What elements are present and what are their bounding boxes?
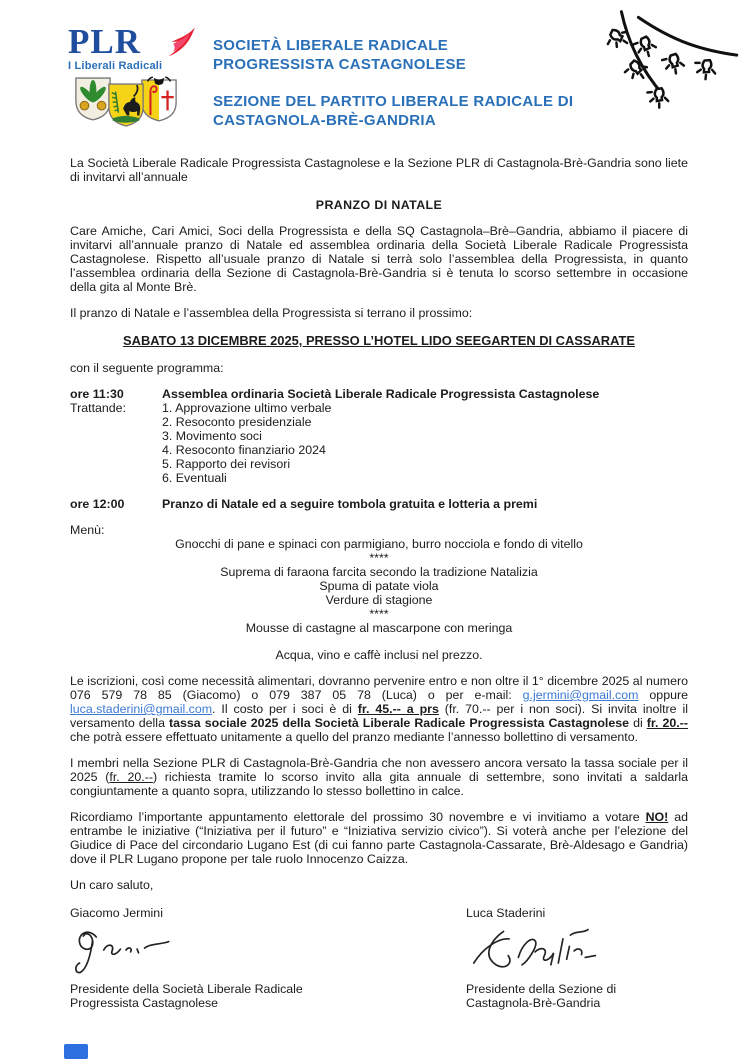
gandria-crozier-cross-crest-icon bbox=[140, 76, 178, 122]
agenda-label: Trattande: bbox=[70, 401, 127, 415]
menu-courses bbox=[70, 537, 688, 635]
menu-course: Gnocchi di pane e spinaci con parmigiano, burro nocciola e fondo di vitello bbox=[175, 537, 583, 551]
email-link[interactable]: g.jermini@gmail.com bbox=[522, 688, 639, 702]
organization-title-line1: SOCIETÀ LIBERALE RADICALE bbox=[213, 37, 449, 54]
coats-of-arms bbox=[68, 76, 184, 128]
signer-right-role-line1: Presidente della Sezione di bbox=[466, 982, 617, 996]
text-segment: . Il costo per i soci è di bbox=[212, 702, 358, 716]
organization-title-line2: PROGRESSISTA CASTAGNOLESE bbox=[213, 56, 467, 73]
signer-right-name: Luca Staderini bbox=[466, 906, 546, 920]
intro-paragraph: La Società Liberale Radicale Progressista Castagnolese e la Sezione PLR di Castagnola-Brè-Gandria sono liete di invitarvi all’annuale bbox=[70, 156, 688, 184]
menu-note: Acqua, vino e caffè inclusi nel prezzo. bbox=[275, 648, 483, 662]
text-segment: Le iscrizioni, così come necessità alimentari, dovranno pervenire entro e non oltre il 1° dicembre 2025 al numero 076 579 78 85 (Giacomo) o 079 387 05 78 (Luca) o per e-mail: bbox=[70, 674, 688, 702]
session1-time: ore 11:30 bbox=[70, 387, 124, 401]
agenda-item: 4. Resoconto finanziario 2024 bbox=[162, 443, 326, 457]
text-segment: NO! bbox=[645, 810, 669, 824]
voting-reminder-paragraph bbox=[70, 810, 688, 866]
signature-block bbox=[70, 906, 688, 1010]
invitation-paragraph: Care Amiche, Cari Amici, Soci della Progressista e della SQ Castagnola–Brè–Gandria, abbiamo il piacere di invitarvi all’annuale pranzo di Natale ed assemblea ordinaria della Società Liberale Radicale Progressista Castagnolese. Rispetto all’usuale pranzo di Natale si terrà solo l’assemblea della Progressista, in quanto l’assemblea ordinaria della Sezione di Castagnola-Brè-Gandria si è tenuta lo scorso settembre in occasione della gita al Monte Brè. bbox=[70, 224, 688, 294]
agenda-item: 6. Eventuali bbox=[162, 471, 227, 485]
agenda-list bbox=[162, 401, 688, 485]
registration-paragraph bbox=[70, 674, 688, 744]
menu-course: Verdure di stagione bbox=[325, 593, 433, 607]
text-segment: che potrà essere effettuato unitamente a quello del pranzo mediante l’annesso bollettino di versamento. bbox=[70, 730, 639, 744]
text-segment: fr. 45.-- a prs bbox=[357, 702, 439, 716]
plr-wordmark: PLR bbox=[68, 22, 141, 61]
menu-course: Spuma di patate viola bbox=[319, 579, 439, 593]
christmas-lights-icon bbox=[583, 6, 743, 110]
luca-signature-image bbox=[466, 924, 606, 976]
session2-time: ore 12:00 bbox=[70, 497, 125, 511]
text-segment: Ricordiamo l’importante appuntamento elettorale del prossimo 30 novembre e vi invitiamo a votare bbox=[70, 810, 646, 824]
plr-flame-icon bbox=[164, 24, 198, 64]
programme-intro: con il seguente programma: bbox=[70, 361, 224, 375]
signer-left-role-line2: Progressista Castagnolese bbox=[70, 996, 219, 1010]
section-title-line2: CASTAGNOLA-BRÈ-GANDRIA bbox=[213, 112, 436, 129]
closing-salutation: Un caro saluto, bbox=[70, 878, 154, 892]
bre-ibex-crest-icon bbox=[107, 82, 145, 128]
menu-section bbox=[70, 523, 688, 662]
programme-schedule bbox=[70, 387, 688, 511]
signer-left-role-line1: Presidente della Società Liberale Radicale bbox=[70, 982, 303, 996]
text-segment: oppure bbox=[638, 688, 688, 702]
signer-right-role-line2: Castagnola-Brè-Gandria bbox=[466, 996, 601, 1010]
agenda-item: 5. Rapporto dei revisori bbox=[162, 457, 291, 471]
email-link[interactable]: luca.staderini@gmail.com bbox=[70, 702, 213, 716]
text-segment: (fr. 70.-- per i non soci). Si invita inoltre il versamento della bbox=[70, 702, 688, 730]
when-intro: Il pranzo di Natale e l’assemblea della Progressista si terrano il prossimo: bbox=[70, 306, 473, 320]
menu-course: Suprema di faraona farcita secondo la tradizione Natalizia bbox=[220, 565, 538, 579]
text-segment: ad entrambe le iniziative (“Iniziativa per il futuro” e “Iniziativa servizio civico”). Si voterà anche per l’elezione del Giudice di Pace del circondario Lugano Est (di cui fanno parte Castagnola-Cassarate, Brè-Aldesago e Gandria) dove il PLR Lugano propone per tale ruolo Innocenzo Caizza. bbox=[70, 810, 688, 866]
menu-course: **** bbox=[369, 607, 389, 621]
agenda-item: 1. Approvazione ultimo verbale bbox=[162, 401, 332, 415]
text-segment: di bbox=[629, 716, 647, 730]
menu-label: Menù: bbox=[70, 523, 105, 537]
agenda-item: 2. Resoconto presidenziale bbox=[162, 415, 312, 429]
text-segment: ) richiesta tramite lo scorso invito alla gita annuale di settembre, sono invitati a saldarla congiuntamente a quanto sopra, utilizzando lo stesso bollettino in calce. bbox=[70, 770, 689, 798]
organization-title bbox=[213, 36, 573, 74]
giacomo-signature-image bbox=[70, 924, 195, 976]
menu-course: **** bbox=[369, 551, 389, 565]
plr-tagline: I Liberali Radicali bbox=[68, 60, 163, 72]
event-date-line: SABATO 13 DICEMBRE 2025, PRESSO L’HOTEL LIDO SEEGARTEN DI CASSARATE bbox=[123, 333, 635, 348]
event-title: PRANZO DI NATALE bbox=[315, 198, 443, 212]
menu-course: Mousse di castagne al mascarpone con meringa bbox=[245, 621, 513, 635]
members-fee-paragraph bbox=[70, 756, 688, 798]
plr-logo bbox=[68, 22, 198, 128]
text-segment: tassa sociale 2025 della Società Liberale Radicale Progressista Castagnolese bbox=[169, 716, 630, 730]
footer-blue-mark bbox=[64, 1044, 88, 1059]
text-segment: fr. 20.-- bbox=[646, 716, 688, 730]
session1-title: Assemblea ordinaria Società Liberale Radicale Progressista Castagnolese bbox=[162, 387, 600, 401]
text-segment: fr. 20.-- bbox=[109, 770, 153, 784]
section-title bbox=[213, 92, 573, 130]
agenda-item: 3. Movimento soci bbox=[162, 429, 262, 443]
signer-left-name: Giacomo Jermini bbox=[70, 906, 163, 920]
session2-title: Pranzo di Natale ed a seguire tombola gratuita e lotteria a premi bbox=[162, 497, 538, 511]
text-segment: I membri nella Sezione PLR di Castagnola-Brè-Gandria che non avessero ancora versato la tassa sociale per il 2025 ( bbox=[70, 756, 688, 784]
section-title-line1: SEZIONE DEL PARTITO LIBERALE RADICALE DI bbox=[213, 93, 574, 110]
